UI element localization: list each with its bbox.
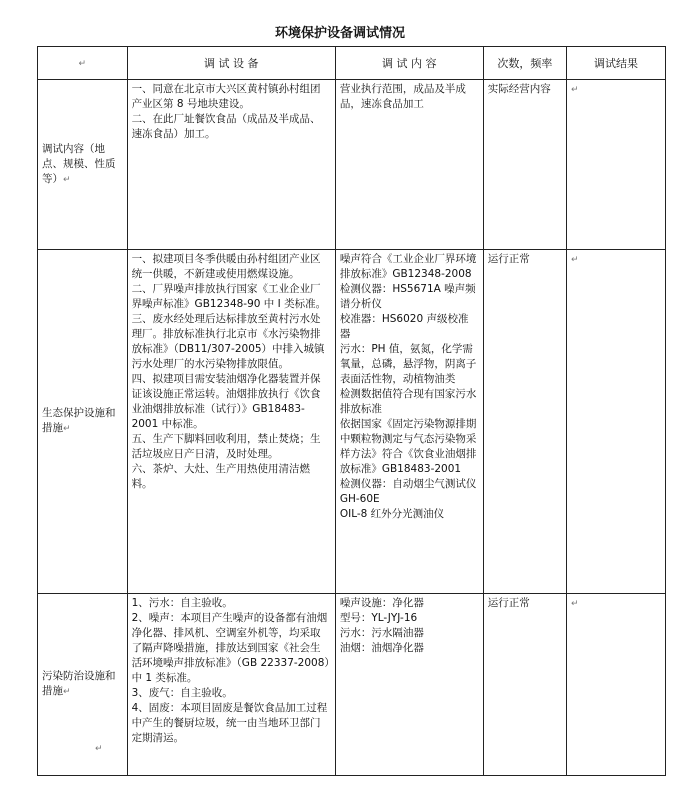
frequency-cell: 运行正常 [483,250,566,594]
header-frequency: 次数，频率 [483,47,566,80]
content-cell [335,250,483,594]
content-paragraph: 检测仪器：HS5671A 噪声频谱分析仪 [339,283,476,310]
equipment-paragraph: 一、同意在北京市大兴区黄村镇孙村组团产业区第 8 号地块建设。 [131,83,321,110]
content-paragraph: 噪声符合《工业企业厂界环境排放标准》GB12348-2008 [339,253,477,280]
equipment-cell [127,80,335,250]
header-equipment: 调 试 设 备 [127,47,335,80]
content-paragraph: 校准器：HS6020 声级校准器 [339,313,469,340]
equipment-paragraph: 四、拟建项目需安装油烟净化器装置并保证该设施正常运转。油烟排放执行《饮食业油烟排放标准（试行）》GB18483-2001 中标准。 [131,373,321,430]
equipment-cell [127,594,335,776]
row-label: 生态保护设施和措施↵ [38,250,128,594]
content-cell [335,80,483,250]
equipment-paragraph: 2、噪声：本项目产生噪声的设备都有油烟净化器、排风机、空调室外机等，均采取了隔声降噪措施，排放达到国家《社会生活环境噪声排放标准》（GB 22337-2008）中 1 类标准。 [131,612,330,684]
frequency-cell: 实际经营内容 [483,80,566,250]
header-empty-cell: ↵ [38,47,128,80]
paragraph-mark: ↵ [95,744,103,754]
content-paragraph: 检测仪器：自动烟尘气测试仪 GH-60E [339,478,480,505]
content-paragraph: 型号：YL-JYJ-16 [339,612,418,624]
content-cell [335,594,483,776]
document-title: 环境保护设备调试情况 [274,26,405,41]
result-cell: ↵ [567,250,666,594]
result-cell: ↵ [567,80,666,250]
table-header-row [38,47,666,80]
equipment-paragraph: 一、拟建项目冬季供暖由孙村组团产业区统一供暖，不新建或使用燃煤设施。 [131,253,321,280]
content-paragraph: 噪声设施：净化器 [339,597,424,609]
content-paragraph: 污水：污水隔油器 [339,627,424,639]
header-result: 调试结果 [567,47,666,80]
equipment-paragraph: 二、厂界噪声排放执行国家《工业企业厂界噪声标准》GB12348-90 中 I 类标准。 [131,283,327,310]
content-paragraph: 依据国家《固定污染物源排期中颗粒物测定与气态污染物采样方法》符合《饮食业油烟排放标准》GB18483-2001 [339,418,477,475]
content-paragraph: 营业执行范围，成品及半成品，速冻食品加工 [339,83,466,110]
table-row [38,250,666,594]
content-paragraph: 检测数据值符合现有国家污水排放标准 [339,388,477,415]
equipment-paragraph: 3、废气：自主验收。 [131,687,233,699]
equipment-paragraph: 五、生产下脚料回收利用，禁止焚烧；生活垃圾应日产日清，及时处理。 [131,433,321,460]
content-paragraph: 污水：PH 值，氨氮，化学需氧量，总磷，悬浮物，阴离子表面活性物，动植物油类 [339,343,477,385]
row-label: 调试内容（地点、规模、性质等）↵ [38,80,128,250]
content-paragraph: 油烟：油烟净化器 [339,642,424,654]
commissioning-table [37,46,666,776]
content-paragraph: OIL-8 红外分光测油仪 [339,508,445,520]
equipment-paragraph: 4、固废：本项目固废是餐饮食品加工过程中产生的餐厨垃圾，统一由当地环卫部门定期清运。 [131,702,328,744]
result-cell: ↵ [567,594,666,776]
header-content: 调 试 内 容 [335,47,483,80]
equipment-paragraph: 六、茶炉、大灶、生产用热使用清洁燃料。 [131,463,311,490]
equipment-paragraph: 三、废水经处理后达标排放至黄村污水处理厂。排放标准执行北京市《水污染物排放标准》（DB11/307-2005）中排入城镇污水处理厂的水污染物排放限值。 [131,313,325,370]
equipment-paragraph: 1、污水：自主验收。 [131,597,233,609]
row-label: 污染防治设施和措施↵ [38,594,128,776]
frequency-cell: 运行正常 [483,594,566,776]
equipment-cell [127,250,335,594]
table-row [38,594,666,776]
table-row [38,80,666,250]
equipment-paragraph: 二、在此厂址餐饮食品（成品及半成品、速冻食品）加工。 [131,113,321,140]
